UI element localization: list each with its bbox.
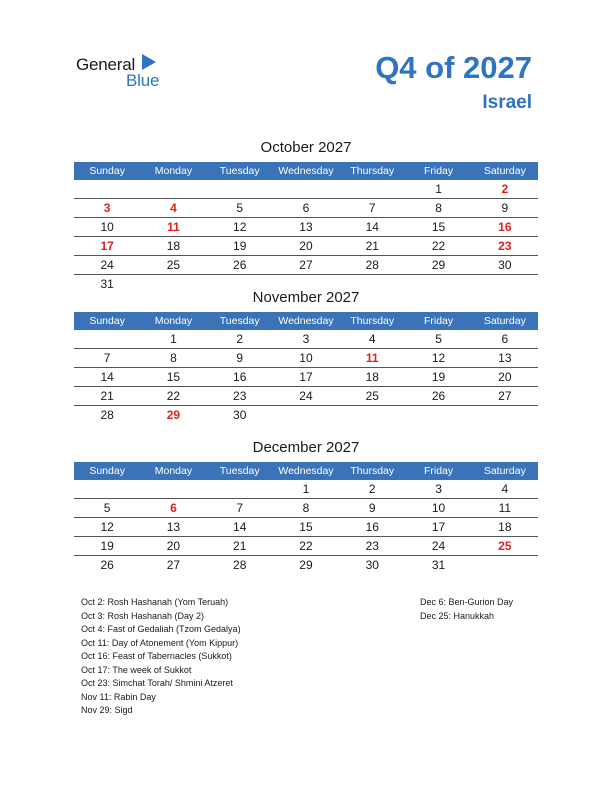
week-row [74, 256, 538, 275]
holiday-day-cell: 2 [501, 182, 509, 196]
day-cell: 23 [233, 389, 247, 403]
day-cell: 12 [100, 520, 114, 534]
holiday-day-cell: 4 [170, 201, 177, 215]
weekday-label: Saturday [483, 315, 526, 327]
holiday-day-cell: 29 [166, 408, 181, 422]
holiday-day-cell: 3 [103, 201, 111, 215]
holiday-day-cell: 25 [498, 539, 512, 553]
day-cell: 17 [299, 370, 313, 384]
weekday-label: Friday [423, 165, 454, 177]
day-cell: 21 [233, 539, 247, 553]
day-cell [207, 480, 273, 498]
holiday-entry: Oct 23: Simchat Torah/ Shmini Atzeret [81, 678, 233, 688]
weekday-label: Thursday [350, 465, 395, 477]
weekday-label: Wednesday [278, 465, 334, 477]
day-cell: 10 [431, 501, 446, 515]
weekday-label: Thursday [350, 315, 395, 327]
week-row [74, 387, 538, 406]
day-cell: 18 [166, 239, 181, 253]
day-cell: 20 [498, 370, 512, 384]
day-cell: 5 [435, 332, 442, 346]
day-cell: 30 [498, 258, 512, 272]
holiday-day-cell: 16 [498, 220, 512, 234]
day-cell: 22 [431, 239, 446, 253]
day-cell [74, 330, 140, 348]
week-row [74, 237, 538, 256]
month-title: December 2027 [252, 439, 360, 456]
week-row [74, 406, 538, 424]
day-cell: 25 [365, 389, 379, 403]
day-cell: 1 [302, 482, 310, 496]
weekday-label: Monday [154, 315, 193, 327]
week-row [74, 480, 538, 499]
day-cell [339, 406, 405, 424]
day-cell: 10 [299, 351, 313, 365]
week-row [74, 537, 538, 556]
day-cell: 16 [233, 370, 247, 384]
page-title: Q4 of 2027 [375, 50, 532, 85]
day-cell: 15 [166, 370, 181, 384]
weekday-label: Wednesday [278, 315, 334, 327]
day-cell: 13 [498, 351, 512, 365]
holiday-entry: Oct 4: Fast of Gedaliah (Tzom Gedalya) [81, 624, 241, 634]
holiday-list-left [81, 596, 241, 718]
week-row [74, 556, 538, 574]
day-cell: 25 [166, 258, 181, 272]
day-cell: 4 [368, 332, 376, 346]
day-cell: 4 [501, 482, 509, 496]
day-cell: 22 [299, 539, 313, 553]
day-cell: 23 [365, 539, 379, 553]
day-cell: 24 [431, 539, 446, 553]
day-cell: 9 [501, 201, 509, 215]
day-cell: 2 [368, 482, 376, 496]
holiday-entry: Nov 11: Rabin Day [81, 691, 156, 702]
logo-text-general: General [76, 55, 136, 74]
day-cell: 27 [166, 558, 181, 572]
day-cell: 29 [299, 558, 313, 572]
week-row [74, 218, 538, 237]
weekday-label: Sunday [89, 465, 125, 477]
day-cell: 1 [170, 332, 177, 346]
holiday-entry: Oct 16: Feast of Tabernacles (Sukkot) [81, 651, 232, 661]
week-row [74, 499, 538, 518]
day-cell: 5 [236, 201, 244, 215]
week-row [74, 330, 538, 349]
day-cell [74, 180, 140, 198]
weekday-header [74, 312, 538, 330]
day-cell: 22 [166, 389, 181, 403]
day-cell: 18 [498, 520, 512, 534]
holiday-entry: Oct 2: Rosh Hashanah (Yom Teruah) [81, 597, 229, 607]
logo-flag-icon [142, 54, 156, 70]
day-cell [273, 180, 339, 198]
country-subtitle: Israel [482, 92, 532, 113]
day-cell: 26 [100, 558, 114, 572]
day-cell: 7 [236, 501, 244, 515]
day-cell: 14 [233, 520, 247, 534]
day-cell [140, 480, 206, 498]
holiday-day-cell: 11 [167, 220, 180, 234]
day-cell [207, 180, 273, 198]
day-cell: 31 [431, 558, 446, 572]
day-cell: 24 [299, 389, 313, 403]
day-cell: 15 [431, 220, 446, 234]
weekday-label: Monday [154, 465, 193, 477]
day-cell: 10 [100, 220, 114, 234]
day-cell: 29 [431, 258, 446, 272]
day-cell: 12 [233, 220, 247, 234]
day-cell: 31 [100, 277, 114, 291]
month-calendar [74, 437, 538, 574]
month-calendar [74, 137, 538, 293]
day-cell: 28 [233, 558, 247, 572]
weekday-label: Friday [423, 465, 454, 477]
day-cell [74, 480, 140, 498]
day-cell: 26 [233, 258, 247, 272]
weekday-label: Thursday [350, 165, 395, 177]
day-cell: 14 [365, 220, 379, 234]
week-row [74, 349, 538, 368]
weekday-label: Saturday [483, 165, 526, 177]
day-cell: 9 [368, 501, 376, 515]
holiday-entry: Oct 17: The week of Sukkot [81, 664, 192, 675]
day-cell [405, 406, 471, 424]
day-cell [273, 406, 339, 424]
day-cell: 3 [302, 332, 310, 346]
holiday-entry: Oct 3: Rosh Hashanah (Day 2) [81, 610, 205, 621]
holiday-list-right [420, 596, 513, 623]
weekday-label: Tuesday [219, 315, 260, 327]
day-cell [339, 180, 405, 198]
holiday-entry: Nov 29: Sigd [81, 705, 133, 715]
logo-text-blue: Blue [126, 71, 160, 90]
day-cell: 20 [166, 539, 181, 553]
day-cell: 16 [365, 520, 379, 534]
holiday-day-cell: 6 [170, 501, 177, 515]
weekday-label: Sunday [89, 165, 125, 177]
day-cell: 27 [299, 258, 313, 272]
weekday-label: Wednesday [278, 165, 334, 177]
day-cell: 21 [100, 389, 114, 403]
day-cell: 30 [365, 558, 379, 572]
day-cell: 6 [302, 201, 310, 215]
day-cell: 20 [299, 239, 313, 253]
day-cell: 28 [365, 258, 379, 272]
weekday-label: Tuesday [219, 165, 260, 177]
day-cell: 1 [435, 182, 442, 196]
day-cell: 27 [498, 389, 512, 403]
weekday-label: Monday [154, 165, 193, 177]
day-cell: 13 [299, 220, 313, 234]
day-cell: 21 [365, 239, 379, 253]
day-cell: 6 [501, 332, 509, 346]
holiday-entry: Oct 11: Day of Atonement (Yom Kippur) [81, 637, 239, 648]
weekday-label: Tuesday [219, 465, 260, 477]
day-cell: 19 [431, 370, 446, 384]
weekday-label: Saturday [483, 465, 526, 477]
day-cell: 5 [103, 501, 111, 515]
week-row [74, 518, 538, 537]
day-cell [472, 406, 538, 424]
day-cell: 2 [236, 332, 244, 346]
day-cell: 8 [435, 201, 442, 215]
day-cell: 26 [431, 389, 446, 403]
holiday-entry: Dec 6: Ben-Gurion Day [420, 597, 514, 607]
day-cell: 12 [431, 351, 446, 365]
day-cell: 17 [431, 520, 446, 534]
day-cell: 3 [435, 482, 442, 496]
day-cell: 13 [166, 520, 181, 534]
holiday-day-cell: 23 [498, 239, 512, 253]
day-cell: 19 [100, 539, 114, 553]
holiday-day-cell: 11 [365, 351, 379, 365]
day-cell: 18 [365, 370, 379, 384]
month-title: November 2027 [252, 289, 360, 306]
day-cell: 24 [100, 258, 114, 272]
day-cell: 11 [498, 501, 512, 515]
day-cell: 14 [100, 370, 114, 384]
day-cell: 28 [100, 408, 114, 422]
day-cell [472, 556, 538, 574]
week-row [74, 199, 538, 218]
month-title: October 2027 [260, 139, 352, 156]
day-cell: 7 [103, 351, 111, 365]
weekday-header [74, 462, 538, 480]
weekday-label: Friday [423, 315, 454, 327]
generalblue-logo [76, 52, 186, 92]
holiday-day-cell: 17 [100, 239, 114, 253]
day-cell: 8 [170, 351, 177, 365]
day-cell: 8 [302, 501, 310, 515]
day-cell: 19 [233, 239, 247, 253]
holiday-entry: Dec 25: Hanukkah [420, 610, 495, 621]
weekday-label: Sunday [89, 315, 125, 327]
week-row [74, 368, 538, 387]
day-cell: 15 [299, 520, 313, 534]
day-cell [140, 180, 206, 198]
weekday-header [74, 162, 538, 180]
day-cell: 7 [368, 201, 376, 215]
week-row [74, 180, 538, 199]
day-cell: 9 [236, 351, 244, 365]
day-cell: 30 [233, 408, 247, 422]
month-calendar [74, 287, 538, 424]
